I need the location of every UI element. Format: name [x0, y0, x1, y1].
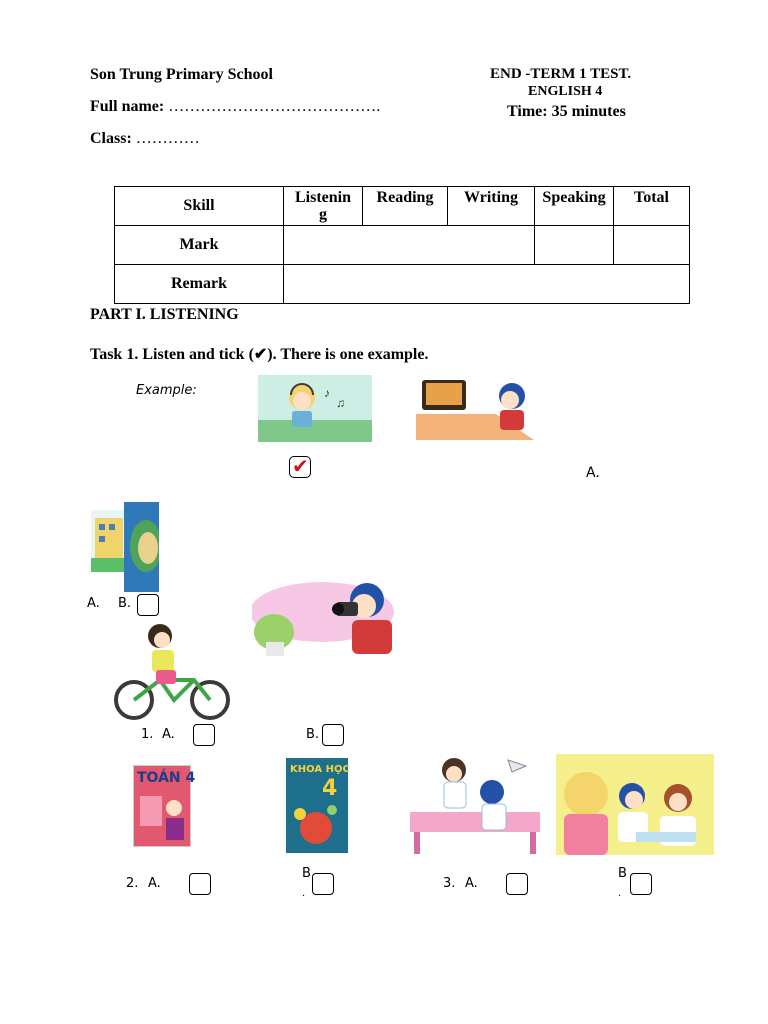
q2-option-b-dot: .	[302, 888, 306, 899]
class-dots: …………	[135, 130, 200, 147]
class-line	[90, 130, 200, 148]
row0-tick-box-b[interactable]	[137, 594, 159, 616]
mark-lrw-cell[interactable]	[284, 226, 535, 265]
q3-option-a: A.	[465, 876, 478, 891]
full-name-line	[90, 98, 380, 116]
example-option-a: A.	[586, 465, 600, 481]
example-label: Example:	[136, 383, 197, 398]
skill-header: Skill	[115, 187, 284, 226]
row0-option-a: A.	[87, 596, 100, 611]
mark-speaking-cell[interactable]	[535, 226, 614, 265]
remark-cell[interactable]	[284, 265, 690, 304]
marks-table	[114, 186, 690, 304]
part1-title: PART I. LISTENING	[90, 306, 239, 323]
khoa-hoc-4-book-picture	[286, 758, 348, 853]
taking-photos-picture	[252, 572, 400, 658]
svg-text:♪: ♪	[324, 386, 330, 400]
full-name-dots: ………………………………….	[168, 98, 381, 115]
test-time: Time: 35 minutes	[507, 103, 626, 120]
q3-number: 3.	[443, 876, 456, 891]
khoa-hoc-title: KHOA HỌC	[290, 764, 350, 775]
q3-tick-box-a[interactable]	[506, 873, 528, 895]
q1-tick-box-a[interactable]	[193, 724, 215, 746]
q2-number: 2.	[126, 876, 139, 891]
row0-option-b: B.	[118, 596, 132, 611]
mark-row-label: Mark	[115, 226, 284, 265]
q1-number: 1.	[141, 727, 154, 742]
speaking-header: Speaking	[535, 187, 614, 226]
example-tick-box[interactable]	[289, 456, 311, 478]
q1-option-b: B.	[306, 727, 320, 742]
writing-header: Writing	[448, 187, 535, 226]
school-name: Son Trung Primary School	[90, 66, 273, 83]
classroom-picture-b	[556, 754, 714, 855]
task1-instruction: Task 1. Listen and tick (✔). There is one example.	[90, 346, 429, 363]
island-picture	[124, 502, 159, 592]
q3-option-b: B	[618, 866, 627, 881]
riding-bike-picture	[100, 620, 236, 720]
example-picture-music	[258, 375, 372, 442]
total-header: Total	[614, 187, 690, 226]
toan-4-title: TOÁN 4	[137, 770, 196, 786]
q3-option-b-dot: .	[618, 888, 622, 899]
q2-tick-box-a[interactable]	[189, 873, 211, 895]
full-name-label: Full name:	[90, 98, 165, 115]
q2-tick-box-b[interactable]	[312, 873, 334, 895]
listening-header: Listenin g	[284, 187, 363, 226]
khoa-hoc-number: 4	[322, 776, 338, 801]
q1-tick-box-b[interactable]	[322, 724, 344, 746]
test-title: END -TERM 1 TEST.	[490, 66, 632, 82]
class-label: Class:	[90, 130, 132, 147]
mark-total-cell[interactable]	[614, 226, 690, 265]
example-picture-tv	[416, 374, 534, 440]
test-subject: ENGLISH 4	[528, 84, 603, 99]
q3-tick-box-b[interactable]	[630, 873, 652, 895]
classroom-picture-a	[400, 752, 550, 856]
toan-4-book-picture	[133, 765, 196, 847]
q2-option-a: A.	[148, 876, 161, 891]
check-icon: ✔	[292, 454, 309, 478]
school-building-picture	[91, 510, 125, 572]
svg-text:♫: ♫	[336, 396, 345, 410]
reading-header: Reading	[363, 187, 448, 226]
q1-option-a: A.	[162, 727, 175, 742]
q2-option-b: B	[302, 866, 311, 881]
remark-row-label: Remark	[115, 265, 284, 304]
